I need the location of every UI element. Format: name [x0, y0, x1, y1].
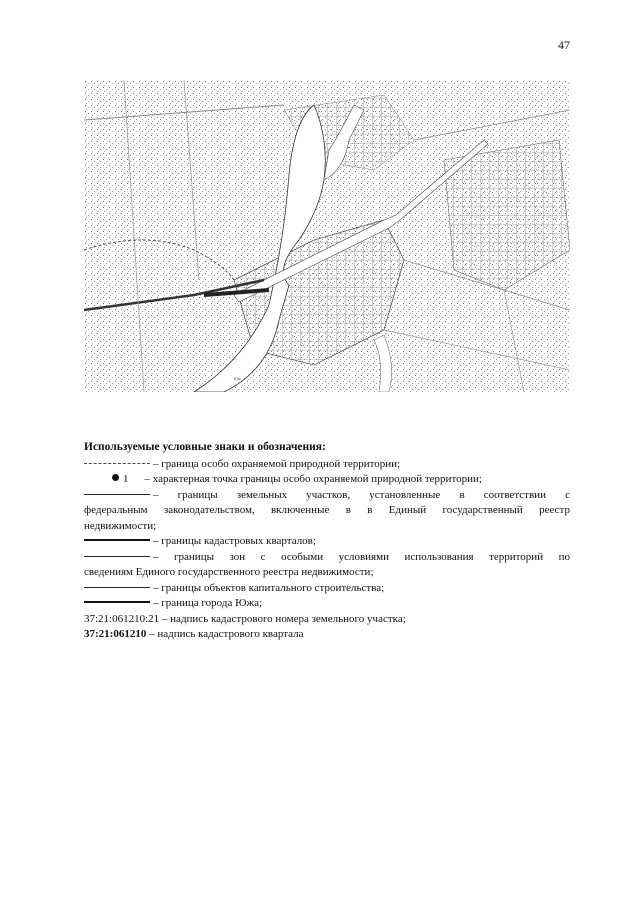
thick-line-symbol: [84, 601, 150, 603]
legend-row-land-plots-cont: федеральным законодательством, включенные в в Единый государственный реестр: [84, 504, 570, 516]
thick-line-symbol: [84, 539, 150, 541]
point-number: 1: [123, 473, 129, 485]
line-symbol: [84, 494, 150, 495]
legend-title: Используемые условные знаки и обозначения:: [84, 441, 326, 453]
legend-row-characteristic-point: 1 – характерная точка границы особо охраняемой природной территории;: [84, 472, 570, 488]
cadastral-map: [84, 80, 570, 392]
dashed-line-symbol: [84, 463, 150, 464]
legend-row-plot-number: 37:21:061210:21 – надпись кадастрового номера земельного участка;: [84, 612, 406, 625]
legend-row-land-plots-end: недвижимости;: [84, 519, 157, 532]
legend-row-protected-boundary: – граница особо охраняемой природной территории;: [84, 457, 570, 473]
point-symbol: [112, 474, 119, 481]
legend-row-city-boundary: – граница города Южа;: [84, 596, 570, 612]
legend-row-land-plots: – границы земельных участков, установленные в соответствии с: [84, 488, 570, 504]
legend-row-capital-objects: – границы объектов капитального строительства;: [84, 581, 570, 597]
plot-number-sample: 37:21:061210:21: [84, 612, 160, 625]
legend-row-special-zones-cont: сведениям Единого государственного реестра недвижимости;: [84, 566, 374, 578]
legend-row-cadastral-quarters: – границы кадастровых кварталов;: [84, 534, 570, 550]
legend: [84, 440, 570, 643]
line-symbol: [84, 556, 150, 557]
quarter-number-sample: 37:21:061210: [84, 628, 147, 640]
page-number: 47: [558, 38, 570, 52]
legend-row-quarter-number: 37:21:061210 – надпись кадастрового квартала: [84, 628, 304, 640]
legend-row-special-zones: – границы зон с особыми условиями использования территорий по: [84, 550, 570, 566]
line-symbol: [84, 587, 150, 588]
map-label: Юж: [234, 376, 241, 381]
